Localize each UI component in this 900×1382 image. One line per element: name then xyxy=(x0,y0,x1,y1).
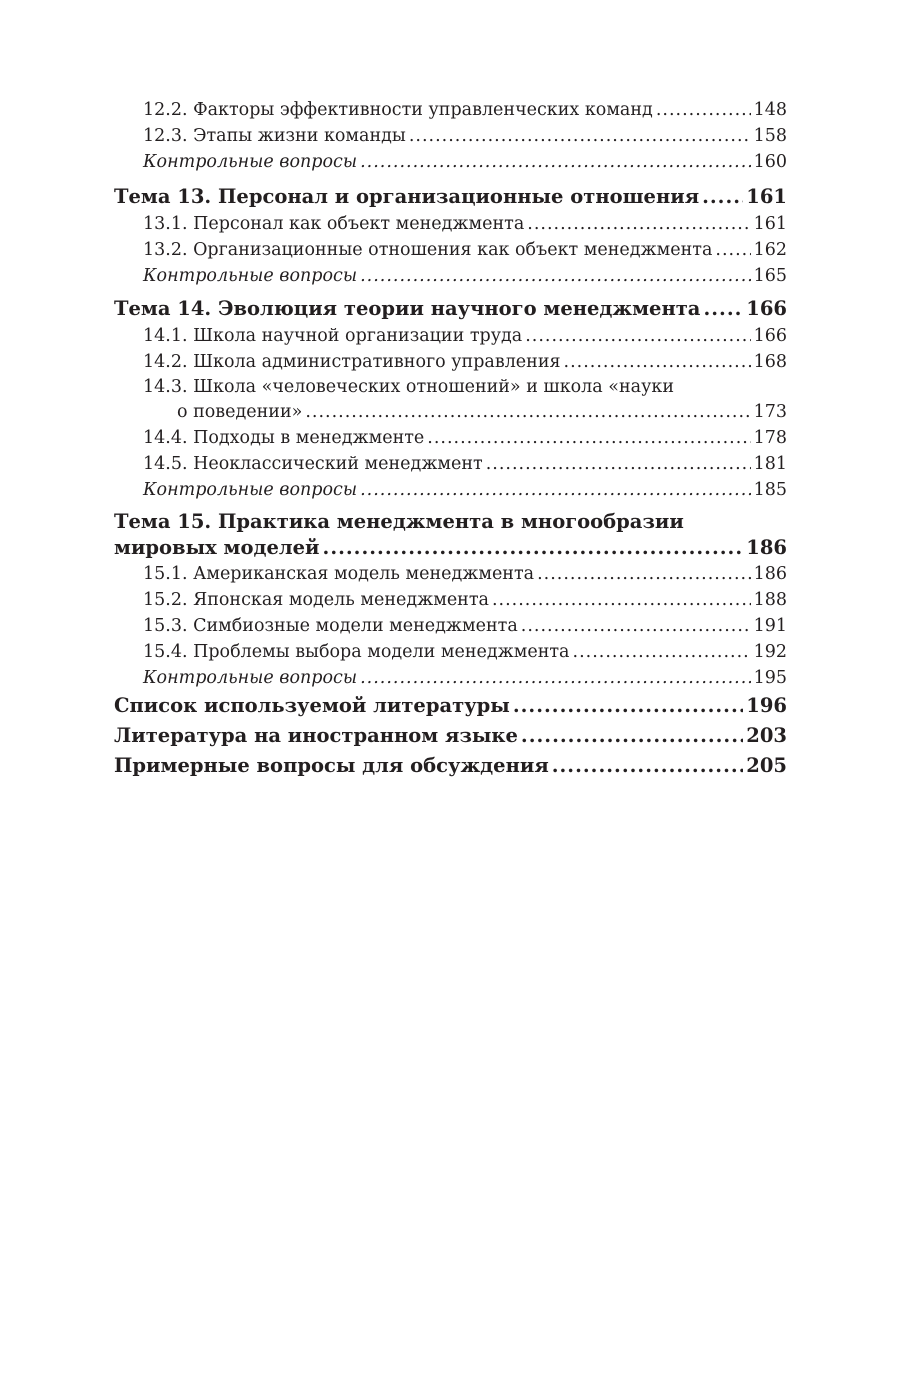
toc-page-number: 186 xyxy=(753,564,787,584)
toc-entry-title: Контрольные вопросы xyxy=(143,266,358,286)
toc-entry-title: 12.3. Этапы жизни команды xyxy=(143,126,406,146)
toc-topic-14[interactable] xyxy=(114,294,787,323)
toc-entry-14-2[interactable] xyxy=(114,349,787,375)
dot-leader xyxy=(521,613,751,639)
toc-page-number: 205 xyxy=(746,754,787,777)
dot-leader xyxy=(702,182,743,211)
toc-entry-14-4[interactable] xyxy=(114,425,787,451)
toc-section-title: Литература на иностранном языке xyxy=(114,724,518,747)
toc-entry-title: 15.2. Японская модель менеджмента xyxy=(143,590,489,610)
toc-page-number: 161 xyxy=(753,214,787,234)
toc-entry-13-1[interactable] xyxy=(114,211,787,237)
toc-page-number: 192 xyxy=(753,642,787,662)
toc-section-title: Примерные вопросы для обсуждения xyxy=(114,754,549,777)
toc-entry-title: Контрольные вопросы xyxy=(143,152,358,172)
toc-page-number: 161 xyxy=(746,185,787,208)
toc-entry-14-5[interactable] xyxy=(114,451,787,477)
toc-page-number: 160 xyxy=(753,152,787,172)
toc-topic-13[interactable] xyxy=(114,182,787,211)
dot-leader xyxy=(492,587,751,613)
dot-leader xyxy=(537,561,751,587)
toc-entry-title: 14.5. Неоклассический менеджмент xyxy=(143,454,483,474)
toc-entry-title: 14.1. Школа научной организации труда xyxy=(143,326,523,346)
toc-page-number: 148 xyxy=(753,100,787,120)
toc-topic-title: Тема 13. Персонал и организационные отношения xyxy=(114,185,700,208)
toc-entry-title: 13.1. Персонал как объект менеджмента xyxy=(143,214,525,234)
dot-leader xyxy=(360,665,751,691)
toc-page-number: 168 xyxy=(753,352,787,372)
toc-page-number: 195 xyxy=(753,668,787,688)
toc-section-title: Список используемой литературы xyxy=(114,694,510,717)
toc-entry-title-continued: о поведении» xyxy=(177,402,303,422)
toc-page-number: 196 xyxy=(746,694,787,717)
toc-page-number: 188 xyxy=(753,590,787,610)
dot-leader xyxy=(564,349,751,375)
dot-leader xyxy=(703,294,743,323)
toc-topic-15-line1[interactable] xyxy=(114,509,787,534)
dot-leader xyxy=(305,399,750,425)
toc-entry-15-3[interactable] xyxy=(114,613,787,639)
toc-entry-review-questions-12[interactable] xyxy=(114,149,787,175)
toc-section-foreign-literature[interactable] xyxy=(114,721,787,751)
toc-page-number: 203 xyxy=(746,724,787,747)
toc-page-number: 173 xyxy=(753,402,787,422)
toc-entry-12-3[interactable] xyxy=(114,123,787,149)
toc-entry-review-questions-15[interactable] xyxy=(114,665,787,691)
dot-leader xyxy=(656,97,751,123)
toc-entry-review-questions-13[interactable] xyxy=(114,263,787,289)
toc-entry-14-3-line1[interactable] xyxy=(114,375,787,399)
toc-page-number: 166 xyxy=(746,297,787,320)
dot-leader xyxy=(573,639,751,665)
toc-entry-title: Контрольные вопросы xyxy=(143,668,358,688)
toc-topic-title: Тема 15. Практика менеджмента в многообразии xyxy=(114,510,684,533)
toc-topic-title-continued: мировых моделей xyxy=(114,536,320,559)
toc-section-references[interactable] xyxy=(114,691,787,721)
dot-leader xyxy=(427,425,750,451)
toc-page-number: 162 xyxy=(753,240,787,260)
dot-leader xyxy=(486,451,751,477)
toc-entry-review-questions-14[interactable] xyxy=(114,477,787,503)
toc-entry-title: 12.2. Факторы эффективности управленческих команд xyxy=(143,100,653,120)
toc-page-number: 186 xyxy=(746,536,787,559)
toc-entry-13-2[interactable] xyxy=(114,237,787,263)
toc-entry-title: 14.4. Подходы в менеджменте xyxy=(143,428,425,448)
dot-leader xyxy=(521,721,743,751)
toc-entry-title: 14.2. Школа административного управления xyxy=(143,352,561,372)
toc-page-number: 185 xyxy=(753,480,787,500)
toc-page-number: 158 xyxy=(753,126,787,146)
toc-entry-title: 15.1. Американская модель менеджмента xyxy=(143,564,535,584)
toc-entry-15-2[interactable] xyxy=(114,587,787,613)
toc-entry-title: 15.4. Проблемы выбора модели менеджмента xyxy=(143,642,570,662)
toc-entry-14-1[interactable] xyxy=(114,323,787,349)
table-of-contents xyxy=(114,97,787,781)
dot-leader xyxy=(409,123,751,149)
toc-page-number: 181 xyxy=(753,454,787,474)
toc-page-number: 191 xyxy=(753,616,787,636)
toc-entry-title: 14.3. Школа «человеческих отношений» и школа «науки xyxy=(143,377,674,397)
toc-entry-12-2[interactable] xyxy=(114,97,787,123)
dot-leader xyxy=(715,237,750,263)
toc-page-number: 165 xyxy=(753,266,787,286)
toc-page-number: 178 xyxy=(753,428,787,448)
dot-leader xyxy=(525,323,750,349)
toc-section-discussion-questions[interactable] xyxy=(114,751,787,781)
dot-leader xyxy=(323,534,744,561)
dot-leader xyxy=(360,149,751,175)
toc-entry-15-4[interactable] xyxy=(114,639,787,665)
toc-page-number: 166 xyxy=(753,326,787,346)
dot-leader xyxy=(552,751,744,781)
toc-entry-15-1[interactable] xyxy=(114,561,787,587)
toc-topic-title: Тема 14. Эволюция теории научного менеджмента xyxy=(114,297,701,320)
toc-entry-title: 15.3. Симбиозные модели менеджмента xyxy=(143,616,518,636)
toc-entry-title: 13.2. Организационные отношения как объект менеджмента xyxy=(143,240,713,260)
toc-entry-14-3[interactable] xyxy=(114,399,787,425)
dot-leader xyxy=(527,211,750,237)
toc-topic-15[interactable] xyxy=(114,534,787,561)
toc-entry-title: Контрольные вопросы xyxy=(143,480,358,500)
dot-leader xyxy=(360,477,751,503)
dot-leader xyxy=(360,263,751,289)
dot-leader xyxy=(513,691,743,721)
